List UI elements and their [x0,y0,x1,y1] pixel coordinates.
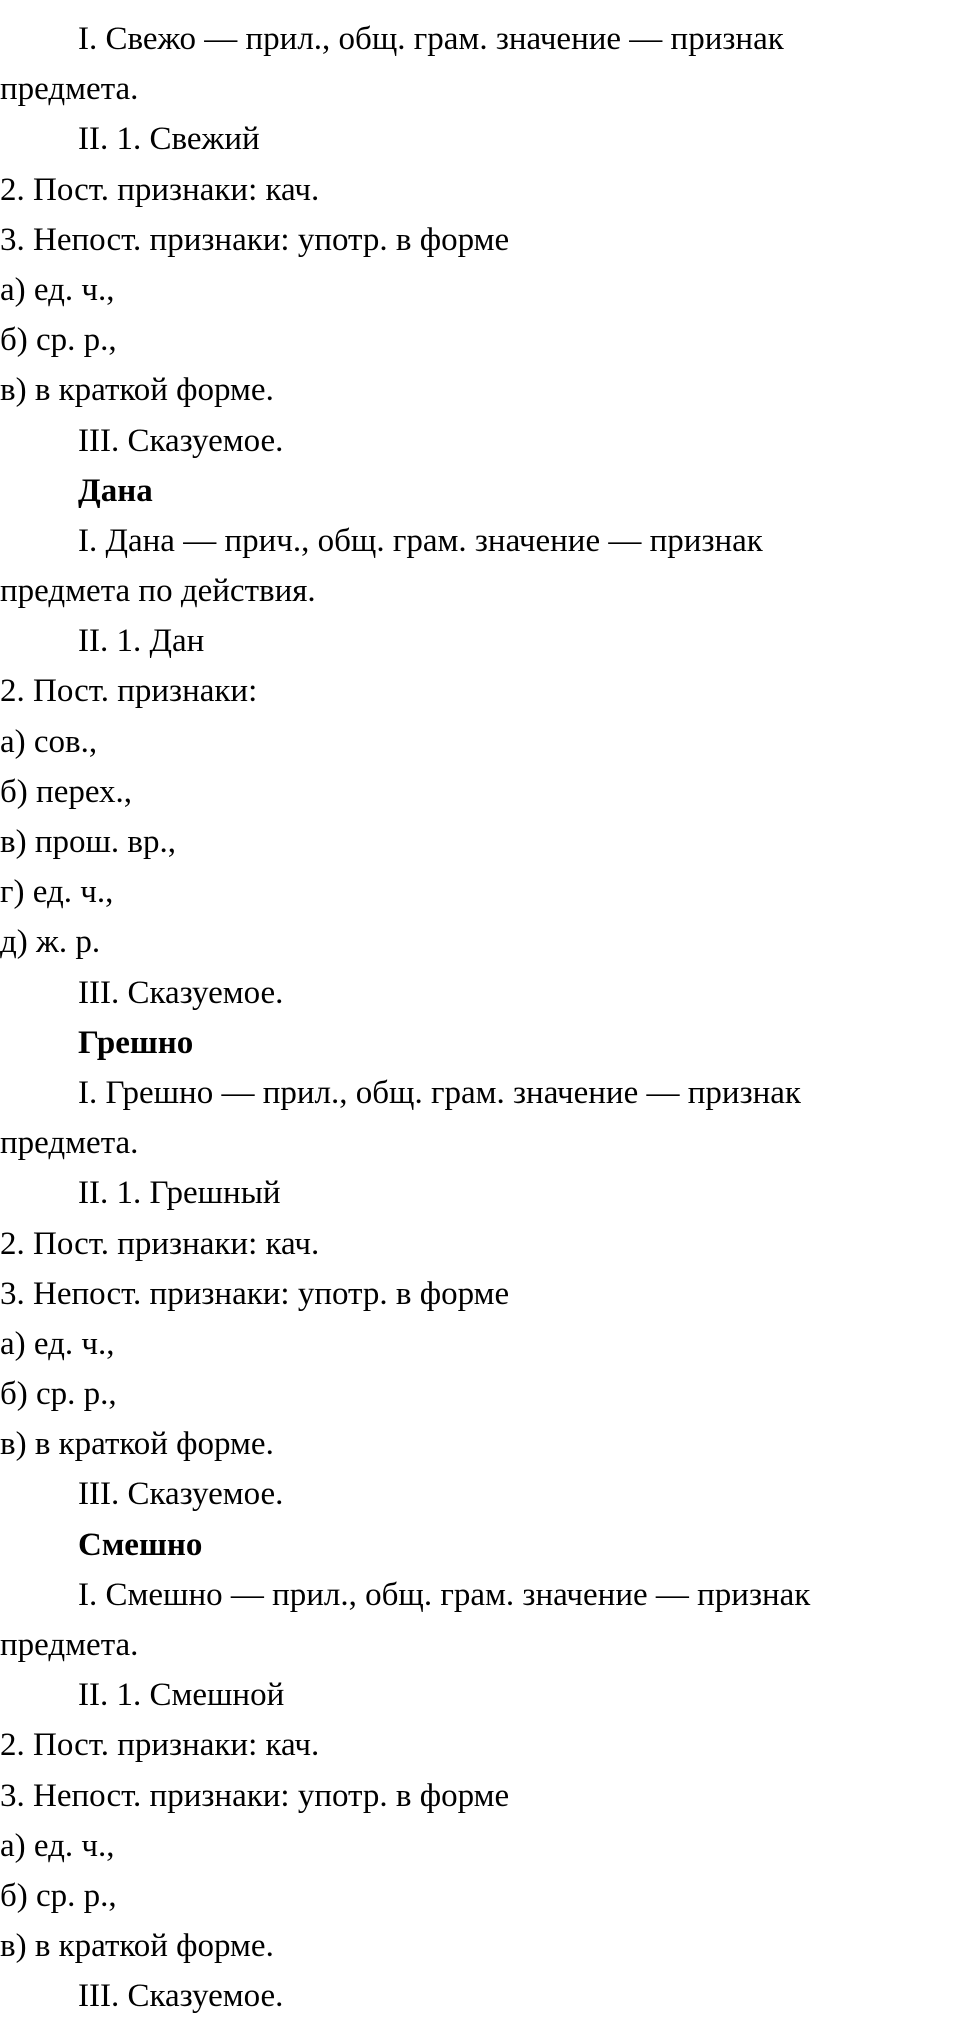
text-line: I. Грешно — прил., общ. грам. значение — признак [78,1074,801,1111]
text-line: б) ср. р., [0,322,117,359]
text-line: III. Сказуемое. [78,422,284,459]
section-heading: Смешно [78,1526,203,1563]
text-line: 2. Пост. признаки: [0,673,258,710]
text-line: 2. Пост. признаки: кач. [0,1727,320,1764]
text-line: в) в краткой форме. [0,1426,274,1463]
text-line: предмета по действия. [0,573,316,610]
text-line: а) сов., [0,723,98,760]
text-line: 3. Непост. признаки: употр. в форме [0,1275,510,1312]
text-line: предмета. [0,1627,139,1663]
text-line: г) ед. ч., [0,874,114,911]
section-heading: Грешно [78,1024,194,1061]
text-line: III. Сказуемое. [78,1978,284,2015]
text-line: I. Дана — прич., общ. грам. значение — признак [78,522,763,559]
text-line: в) в краткой форме. [0,1928,274,1965]
text-line: 2. Пост. признаки: кач. [0,171,320,208]
text-line: б) ср. р., [0,1877,117,1914]
text-line: б) перех., [0,773,133,810]
text-line: д) ж. р. [0,924,101,961]
text-line: I. Свежо — прил., общ. грам. значение — признак [78,21,784,57]
text-line: II. 1. Свежий [78,121,260,158]
text-line: в) в краткой форме. [0,372,274,409]
text-line: II. 1. Дан [78,623,205,660]
text-line: предмета. [0,1125,139,1162]
text-line: 3. Непост. признаки: употр. в форме [0,221,510,258]
document-body [0,14,960,2022]
text-line: 3. Непост. признаки: употр. в форме [0,1777,510,1814]
text-line: б) ср. р., [0,1376,117,1413]
text-line: а) ед. ч., [0,1325,115,1362]
section-heading: Дана [78,472,153,509]
text-line: а) ед. ч., [0,1827,115,1864]
text-line: предмета. [0,71,139,108]
text-line: II. 1. Смешной [78,1677,285,1714]
text-line: 2. Пост. признаки: кач. [0,1225,320,1262]
text-line: III. Сказуемое. [78,974,284,1011]
text-line: II. 1. Грешный [78,1175,281,1212]
text-line: III. Сказуемое. [78,1476,284,1513]
text-line: в) прош. вр., [0,824,176,860]
text-line: I. Смешно — прил., общ. грам. значение — признак [78,1576,811,1613]
text-line: а) ед. ч., [0,271,115,308]
